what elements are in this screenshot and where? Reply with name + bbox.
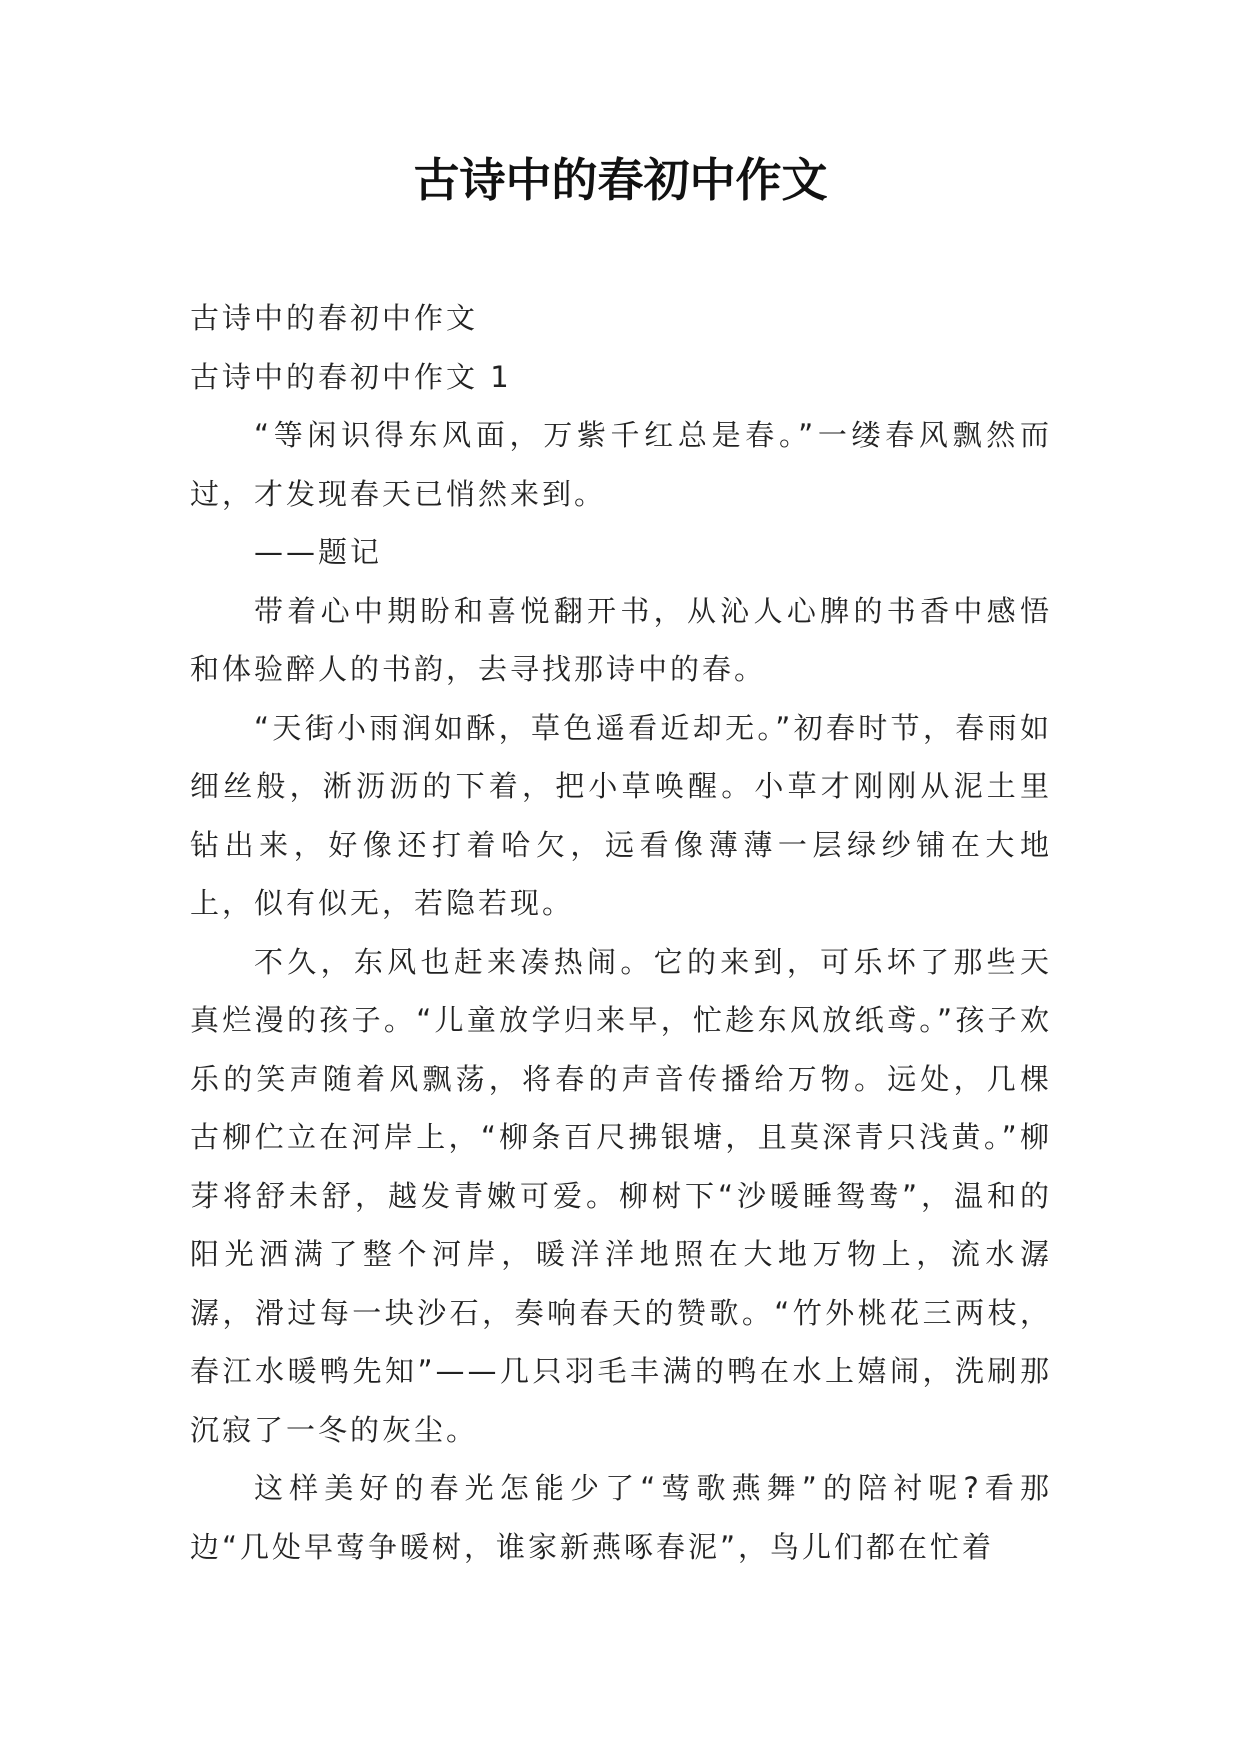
body-paragraph: 这样美好的春光怎能少了“莺歌燕舞”的陪衬呢?看那边“几处早莺争暖树，谁家新燕啄春泥”，鸟儿们都在忙着	[190, 1471, 1052, 1564]
document-title: 古诗中的春初中作文	[413, 153, 828, 207]
body-paragraph: 不久，东风也赶来凑热闹。它的来到，可乐坏了那些天真烂漫的孩子。“儿童放学归来早，忙趁东风放纸鸢。”孩子欢乐的笑声随着风飘荡，将春的声音传播给万物。远处，几棵古柳伫立在河岸上，“柳条百尺拂银塘，且莫深青只浅黄。”柳芽将舒未舒，越发青嫩可爱。柳树下“沙暖睡鸳鸯”，温和的阳光洒满了整个河岸，暖洋洋地照在大地万物上，流水潺潺，滑过每一块沙石，奏响春天的赞歌。“竹外桃花三两枝，春江水暖鸭先知”——几只羽毛丰满的鸭在水上嬉闹，洗刷那沉寂了一冬的灰尘。	[190, 944, 1052, 1447]
document-body	[190, 289, 1052, 1576]
body-paragraph: ——题记	[254, 535, 383, 569]
body-paragraph: 带着心中期盼和喜悦翻开书，从沁人心脾的书香中感悟和体验醉人的书韵，去寻找那诗中的春。	[190, 593, 1052, 686]
body-paragraph: “天街小雨润如酥，草色遥看近却无。”初春时节，春雨如细丝般，淅沥沥的下着，把小草唤醒。小草才刚刚从泥土里钻出来，好像还打着哈欠，远看像薄薄一层绿纱铺在大地上，似有似无，若隐若现。	[190, 710, 1052, 920]
body-paragraph: “等闲识得东风面，万紫千红总是春。”一缕春风飘然而过，才发现春天已悄然来到。	[190, 418, 1052, 511]
body-paragraph: 古诗中的春初中作文 1	[190, 359, 512, 394]
body-paragraph: 古诗中的春初中作文	[190, 301, 479, 335]
